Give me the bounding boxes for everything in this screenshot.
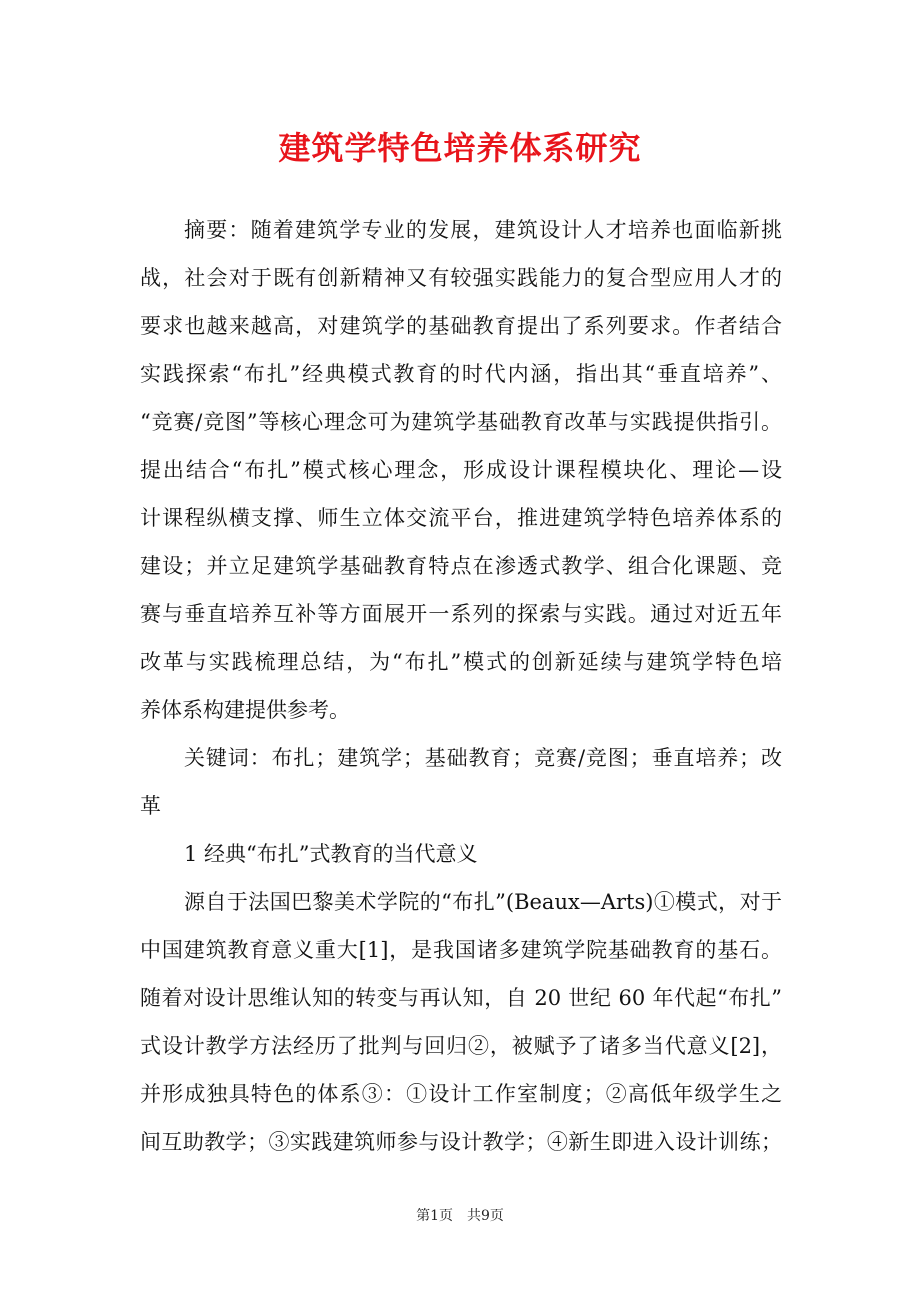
- text-line: 赛与垂直培养互补等方面展开一系列的探索与实践。通过对近五年: [140, 602, 782, 626]
- document-body: [140, 206, 782, 1166]
- text-line: 并形成独具特色的体系③：①设计工作室制度；②高低年级学生之: [140, 1082, 782, 1106]
- text-line: 提出结合“布扎”模式核心理念，形成设计课程模块化、理论—设: [140, 458, 782, 482]
- text-line: 要求也越来越高，对建筑学的基础教育提出了系列要求。作者结合: [140, 314, 782, 338]
- text-line: 摘要：随着建筑学专业的发展，建筑设计人才培养也面临新挑: [184, 218, 782, 242]
- text-line: 改革与实践梳理总结，为“布扎”模式的创新延续与建筑学特色培: [140, 650, 782, 674]
- text-line: 战，社会对于既有创新精神又有较强实践能力的复合型应用人才的: [140, 266, 782, 290]
- page-number-footer: 第1页 共9页: [416, 1208, 504, 1224]
- text-line: 随着对设计思维认知的转变与再认知，自 20 世纪 60 年代起“布扎”: [140, 986, 782, 1010]
- text-line: 1 经典“布扎”式教育的当代意义: [184, 842, 478, 866]
- text-line: 建设；并立足建筑学基础教育特点在渗透式教学、组合化课题、竞: [140, 554, 782, 578]
- text-line: 中国建筑教育意义重大[1]，是我国诸多建筑学院基础教育的基石。: [140, 938, 782, 962]
- text-line: 实践探索“布扎”经典模式教育的时代内涵，指出其“垂直培养”、: [140, 362, 782, 386]
- text-line: 计课程纵横支撑、师生立体交流平台，推进建筑学特色培养体系的: [140, 506, 782, 530]
- text-line: “竞赛/竞图”等核心理念可为建筑学基础教育改革与实践提供指引。: [140, 410, 782, 434]
- text-line: 间互助教学；③实践建筑师参与设计教学；④新生即进入设计训练；: [140, 1130, 782, 1154]
- document-title: 建筑学特色培养体系研究: [278, 129, 642, 167]
- text-line: 关键词：布扎；建筑学；基础教育；竞赛/竞图；垂直培养；改: [184, 746, 782, 770]
- text-line: 式设计教学方法经历了批判与回归②，被赋予了诸多当代意义[2]，: [140, 1034, 782, 1058]
- text-line: 革: [140, 794, 161, 818]
- text-line: 养体系构建提供参考。: [140, 698, 350, 722]
- text-line: 源自于法国巴黎美术学院的“布扎”(Beaux—Arts)①模式，对于: [184, 890, 782, 914]
